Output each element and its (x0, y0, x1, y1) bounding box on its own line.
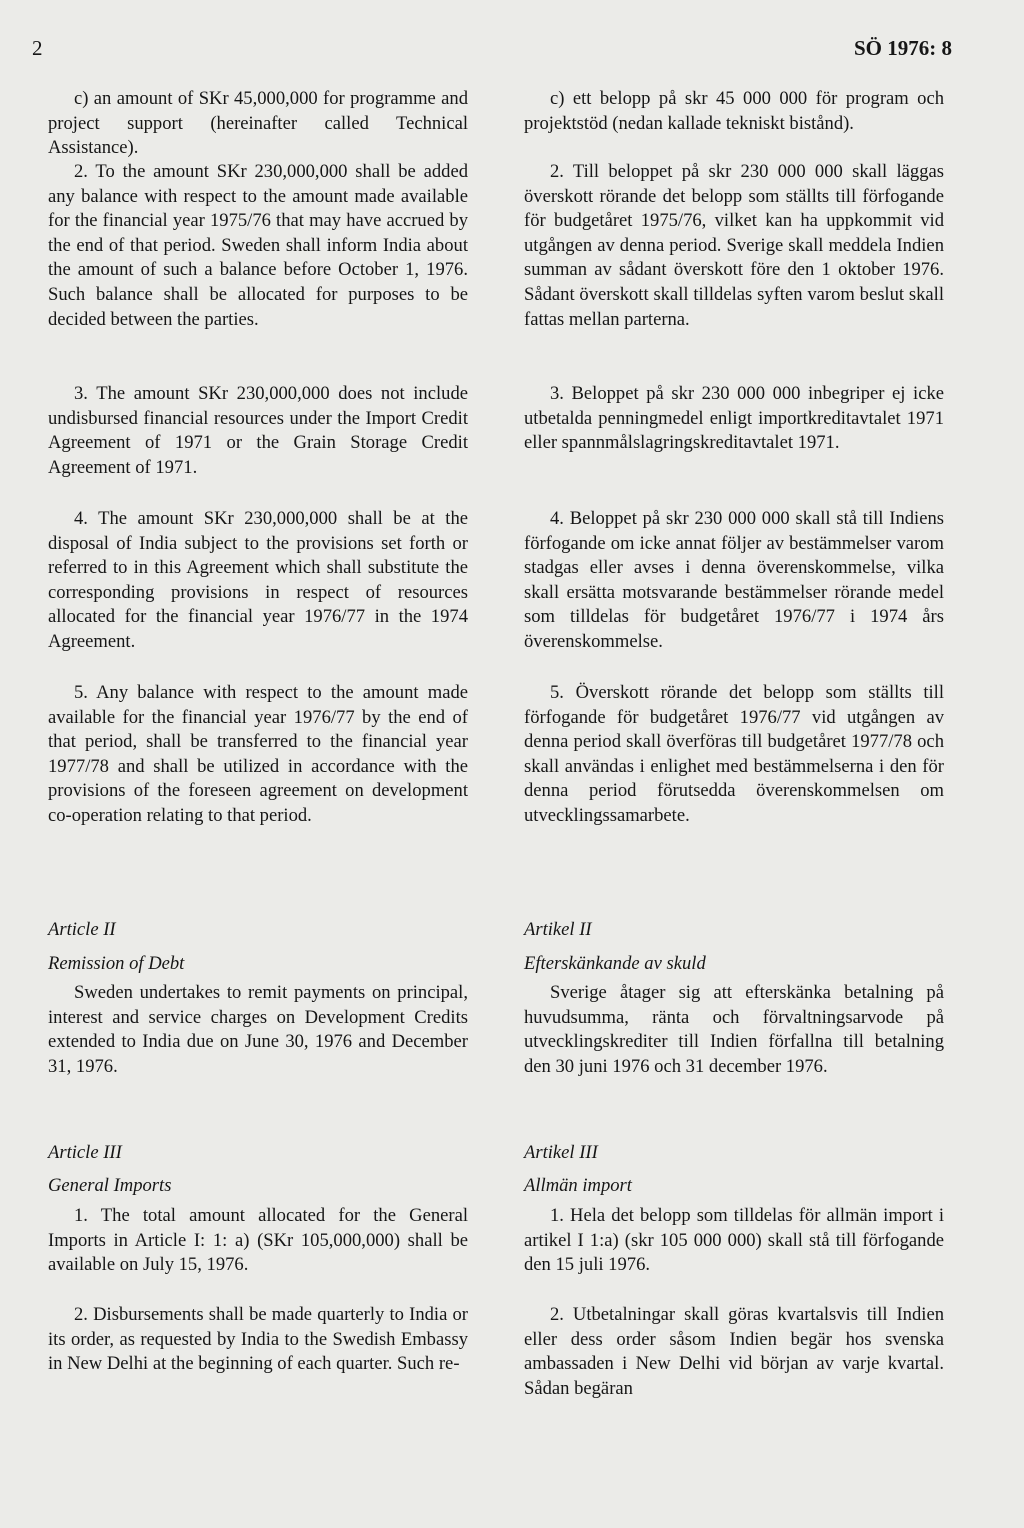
en-article-3-paragraph-2: 2. Disbursements shall be made quarterly to India or its order, as requested by India to the Swedish Embassy in New Delhi at the beginning of each quarter. Such re- (48, 1304, 468, 1375)
sv-article-2-title: Efterskänkande av skuld (524, 953, 706, 974)
sv-article-3-paragraph-2: 2. Utbetalningar skall göras kvartalsvis till Indien eller dess order såsom Indien begär hos svenska ambassaden i New Delhi vid början av varje kvartal. Sådan begäran (524, 1304, 944, 1399)
en-paragraph-4: 4. The amount SKr 230,000,000 shall be at the disposal of India subject to the provisions set forth or referred to in this Agreement which shall substitute the corresponding provisions in respect of resources allocated for the financial year 1976/77 in the 1974 Agreement. (48, 508, 468, 652)
en-paragraph-3: 3. The amount SKr 230,000,000 does not include undisbursed financial resources under the Import Credit Agreement of 1971 or the Grain Storage Credit Agreement of 1971. (48, 383, 468, 478)
en-clause-c: c) an amount of SKr 45,000,000 for programme and project support (hereinafter called Technical Assistance). (48, 88, 468, 159)
sv-article-2-heading: Artikel II (524, 919, 592, 940)
en-article-3-title: General Imports (48, 1175, 172, 1196)
en-article-3-paragraph-1: 1. The total amount allocated for the General Imports in Article I: 1: a) (SKr 105,000,000) shall be available on July 15, 1976. (48, 1205, 468, 1276)
sv-paragraph-5: 5. Överskott rörande det belopp som ställts till förfogande för budgetåret 1976/77 vid utgången av denna period skall överföras till budgetåret 1977/78 och skall användas i enlighet med bestämmelserna i den för denna period förutsedda överenskommelsen om utvecklingssamarbete. (524, 682, 944, 826)
sv-paragraph-2: 2. Till beloppet på skr 230 000 000 skall läggas överskott rörande det belopp som ställts till förfogande för budgetåret 1975/76, vilket kan ha uppkommit vid utgången av denna period. Sverige skall meddela Indien summan av sådant överskott före den 1 oktober 1976. Sådant överskott skall tilldelas syften varom beslut skall fattas mellan parterna. (524, 161, 944, 330)
sv-article-2-text: Sverige åtager sig att efterskänka betalning på huvudsumma, ränta och förvaltningsarvode på utvecklingskrediter till Indien förfallna till betalning den 30 juni 1976 och 31 december 1976. (524, 982, 944, 1077)
sv-paragraph-4: 4. Beloppet på skr 230 000 000 skall stå till Indiens förfogande om icke annat följer av bestämmelser varom stadgas eller avses i denna överenskommelse, vilka skall ersätta motsvarande bestämmelser rörande medel som tilldelas för budgetåret 1976/77 i 1974 års överenskommelse. (524, 508, 944, 652)
page-number: 2 (32, 36, 43, 60)
en-article-2-text: Sweden undertakes to remit payments on principal, interest and service charges on Development Credits extended to India due on June 30, 1976 and December 31, 1976. (48, 982, 468, 1077)
sv-article-3-title: Allmän import (524, 1175, 632, 1196)
en-paragraph-5: 5. Any balance with respect to the amount made available for the financial year 1976/77 by the end of that period, shall be transferred to the financial year 1977/78 and shall be utilized in accordance with the provisions of the foreseen agreement on development co-operation relating to that period. (48, 682, 468, 826)
sv-article-3-heading: Artikel III (524, 1142, 598, 1163)
sv-clause-c: c) ett belopp på skr 45 000 000 för program och projektstöd (nedan kallade tekniskt bistånd). (524, 88, 944, 134)
en-article-3-heading: Article III (48, 1142, 122, 1163)
en-article-2-title: Remission of Debt (48, 953, 185, 974)
sv-article-3-paragraph-1: 1. Hela det belopp som tilldelas för allmän import i artikel I 1:a) (skr 105 000 000) skall stå till förfogande den 15 juli 1976. (524, 1205, 944, 1276)
document-reference: SÖ 1976: 8 (853, 36, 952, 60)
sv-paragraph-3: 3. Beloppet på skr 230 000 000 inbegriper ej icke utbetalda penningmedel enligt importkreditavtalet 1971 eller spannmålslagringskreditavtalet 1971. (524, 383, 944, 454)
en-article-2-heading: Article II (48, 919, 116, 940)
en-paragraph-2: 2. To the amount SKr 230,000,000 shall be added any balance with respect to the amount made available for the financial year 1975/76 that may have accrued by the end of that period. Sweden shall inform India about the amount of such a balance before October 1, 1976. Such balance shall be allocated for purposes to be decided between the parties. (48, 161, 468, 330)
